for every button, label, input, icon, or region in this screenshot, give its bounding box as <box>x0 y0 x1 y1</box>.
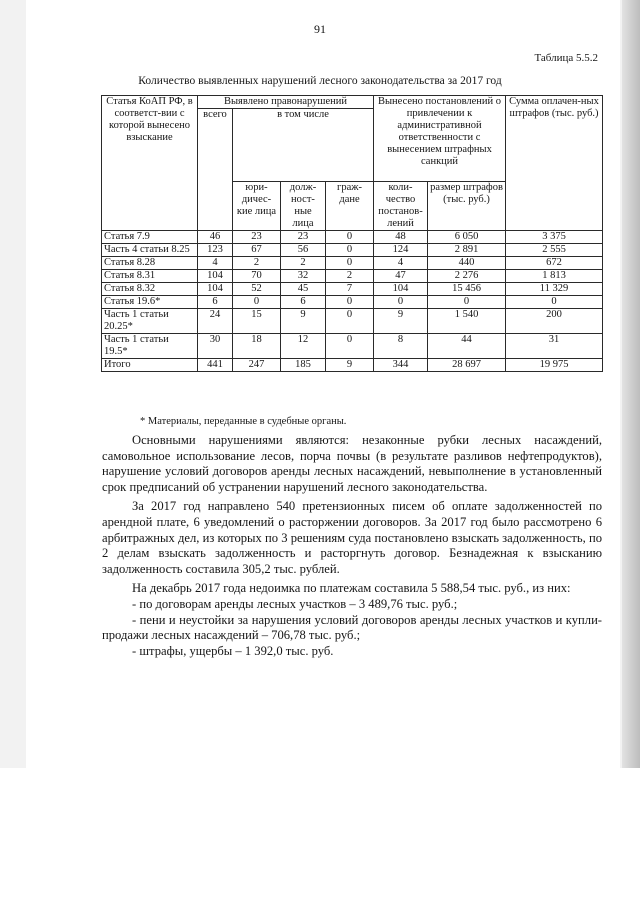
cell-legal: 2 <box>233 257 281 270</box>
cell-article: Статья 19.6* <box>102 296 198 309</box>
cell-legal: 18 <box>233 334 281 359</box>
header-total: всего <box>198 109 233 231</box>
cell-article: Статья 7.9 <box>102 231 198 244</box>
table-row <box>102 309 603 334</box>
cell-officials: 6 <box>281 296 326 309</box>
header-article: Статья КоАП РФ, в соответст-вии с которой вынесено взыскание <box>102 96 198 231</box>
table-row <box>102 296 603 309</box>
cell-fines: 1 540 <box>428 309 506 334</box>
cell-citizens: 0 <box>326 244 374 257</box>
cell-paid: 11 329 <box>506 283 603 296</box>
page-number: 91 <box>314 22 326 36</box>
header-detected: Выявлено правонарушений <box>198 96 374 109</box>
cell-total: 104 <box>198 283 233 296</box>
cell-count: 47 <box>374 270 428 283</box>
cell-total: 123 <box>198 244 233 257</box>
cell-fines: 2 891 <box>428 244 506 257</box>
cell-legal: 67 <box>233 244 281 257</box>
header-legal: юри-дичес-кие лица <box>233 182 281 231</box>
cell-total: 6 <box>198 296 233 309</box>
table-footnote: * Материалы, переданные в судебные органы. <box>140 416 347 427</box>
cell-article: Часть 1 статьи 20.25* <box>102 309 198 334</box>
cell-citizens: 0 <box>326 334 374 359</box>
cell-article: Статья 8.32 <box>102 283 198 296</box>
table-row <box>102 257 603 270</box>
header-paid: Сумма оплачен-ных штрафов (тыс. руб.) <box>506 96 603 231</box>
cell-article: Статья 8.28 <box>102 257 198 270</box>
cell-paid: 31 <box>506 334 603 359</box>
table-body <box>102 231 603 372</box>
cell-fines: 2 276 <box>428 270 506 283</box>
cell-legal: 0 <box>233 296 281 309</box>
table-row <box>102 283 603 296</box>
cell-count: 48 <box>374 231 428 244</box>
cell-count: 8 <box>374 334 428 359</box>
scan-edge <box>622 0 640 768</box>
cell-paid: 1 813 <box>506 270 603 283</box>
cell-officials: 2 <box>281 257 326 270</box>
list-item-fines: - штрафы, ущербы – 1 392,0 тыс. руб. <box>132 643 334 658</box>
table-title: Количество выявленных нарушений лесного законодательства за 2017 год <box>138 75 502 87</box>
cell-count: 344 <box>374 359 428 372</box>
cell-officials: 56 <box>281 244 326 257</box>
cell-fines: 0 <box>428 296 506 309</box>
cell-total: 104 <box>198 270 233 283</box>
cell-paid: 2 555 <box>506 244 603 257</box>
cell-count: 9 <box>374 309 428 334</box>
cell-total: 4 <box>198 257 233 270</box>
cell-legal: 15 <box>233 309 281 334</box>
cell-count: 104 <box>374 283 428 296</box>
table-number-label: Таблица 5.5.2 <box>534 52 598 64</box>
list-item-lease: - по договорам аренды лесных участков – 3 489,76 тыс. руб.; <box>132 596 458 611</box>
header-citizens: граж-дане <box>326 182 374 231</box>
cell-citizens: 2 <box>326 270 374 283</box>
cell-paid: 672 <box>506 257 603 270</box>
header-including: в том числе <box>233 109 374 182</box>
cell-fines: 6 050 <box>428 231 506 244</box>
cell-legal: 52 <box>233 283 281 296</box>
cell-officials: 185 <box>281 359 326 372</box>
cell-count: 124 <box>374 244 428 257</box>
cell-paid: 0 <box>506 296 603 309</box>
cell-legal: 70 <box>233 270 281 283</box>
cell-count: 0 <box>374 296 428 309</box>
cell-count: 4 <box>374 257 428 270</box>
header-fine-amount: размер штрафов (тыс. руб.) <box>428 182 506 231</box>
cell-total: 46 <box>198 231 233 244</box>
cell-citizens: 9 <box>326 359 374 372</box>
cell-citizens: 0 <box>326 231 374 244</box>
cell-paid: 19 975 <box>506 359 603 372</box>
cell-citizens: 0 <box>326 257 374 270</box>
header-officials: долж-ност-ные лица <box>281 182 326 231</box>
cell-officials: 32 <box>281 270 326 283</box>
cell-fines: 15 456 <box>428 283 506 296</box>
cell-officials: 23 <box>281 231 326 244</box>
cell-paid: 3 375 <box>506 231 603 244</box>
cell-total: 24 <box>198 309 233 334</box>
cell-fines: 44 <box>428 334 506 359</box>
cell-total: 30 <box>198 334 233 359</box>
cell-paid: 200 <box>506 309 603 334</box>
cell-citizens: 0 <box>326 296 374 309</box>
cell-citizens: 0 <box>326 309 374 334</box>
cell-officials: 12 <box>281 334 326 359</box>
cell-officials: 9 <box>281 309 326 334</box>
cell-article: Итого <box>102 359 198 372</box>
cell-total: 441 <box>198 359 233 372</box>
cell-officials: 45 <box>281 283 326 296</box>
list-item-penalties: - пени и неустойки за нарушения условий договоров аренды лесных участков и купли-продажи лесных насаждений – 706,78 тыс. руб.; <box>102 612 602 643</box>
body-text <box>102 433 602 659</box>
cell-fines: 28 697 <box>428 359 506 372</box>
cell-citizens: 7 <box>326 283 374 296</box>
cell-legal: 247 <box>233 359 281 372</box>
table-row <box>102 359 603 372</box>
paragraph-claims: За 2017 год направлено 540 претензионных писем об оплате задолженностей по арендной плате, 6 уведомлений о расторжении договоров. За 2017 год было рассмотрено 6 арбитражных дел, из которых по 3 решениям суда постановлено взыскать задолженность, по 2 делам взыскать задолженность и расторгнуть договор. Безнадежная к взысканию задолженность составила 305,2 тыс. рублей. <box>102 499 602 576</box>
paragraph-arrears: На декабрь 2017 года недоимка по платежам составила 5 588,54 тыс. руб., из них: <box>132 581 571 596</box>
header-resolutions: Вынесено постановлений о привлечении к административной ответственности с вынесением штрафных санкций <box>374 96 506 182</box>
header-res-count: коли-чество постанов-лений <box>374 182 428 231</box>
cell-article: Часть 1 статьи 19.5* <box>102 334 198 359</box>
cell-article: Статья 8.31 <box>102 270 198 283</box>
table-row <box>102 334 603 359</box>
cell-article: Часть 4 статьи 8.25 <box>102 244 198 257</box>
cell-fines: 440 <box>428 257 506 270</box>
table-row <box>102 231 603 244</box>
table-row <box>102 270 603 283</box>
table-row <box>102 244 603 257</box>
cell-legal: 23 <box>233 231 281 244</box>
paragraph-violations: Основными нарушениями являются: незаконные рубки лесных насаждений, самовольное использование лесов, порча почвы (в результате разливов нефтепродуктов), нарушение условий договоров аренды лесных насаждений, невыполнение в установленный срок предписаний об устранении нарушений лесного законодательства. <box>102 433 602 494</box>
violations-table <box>101 95 603 372</box>
